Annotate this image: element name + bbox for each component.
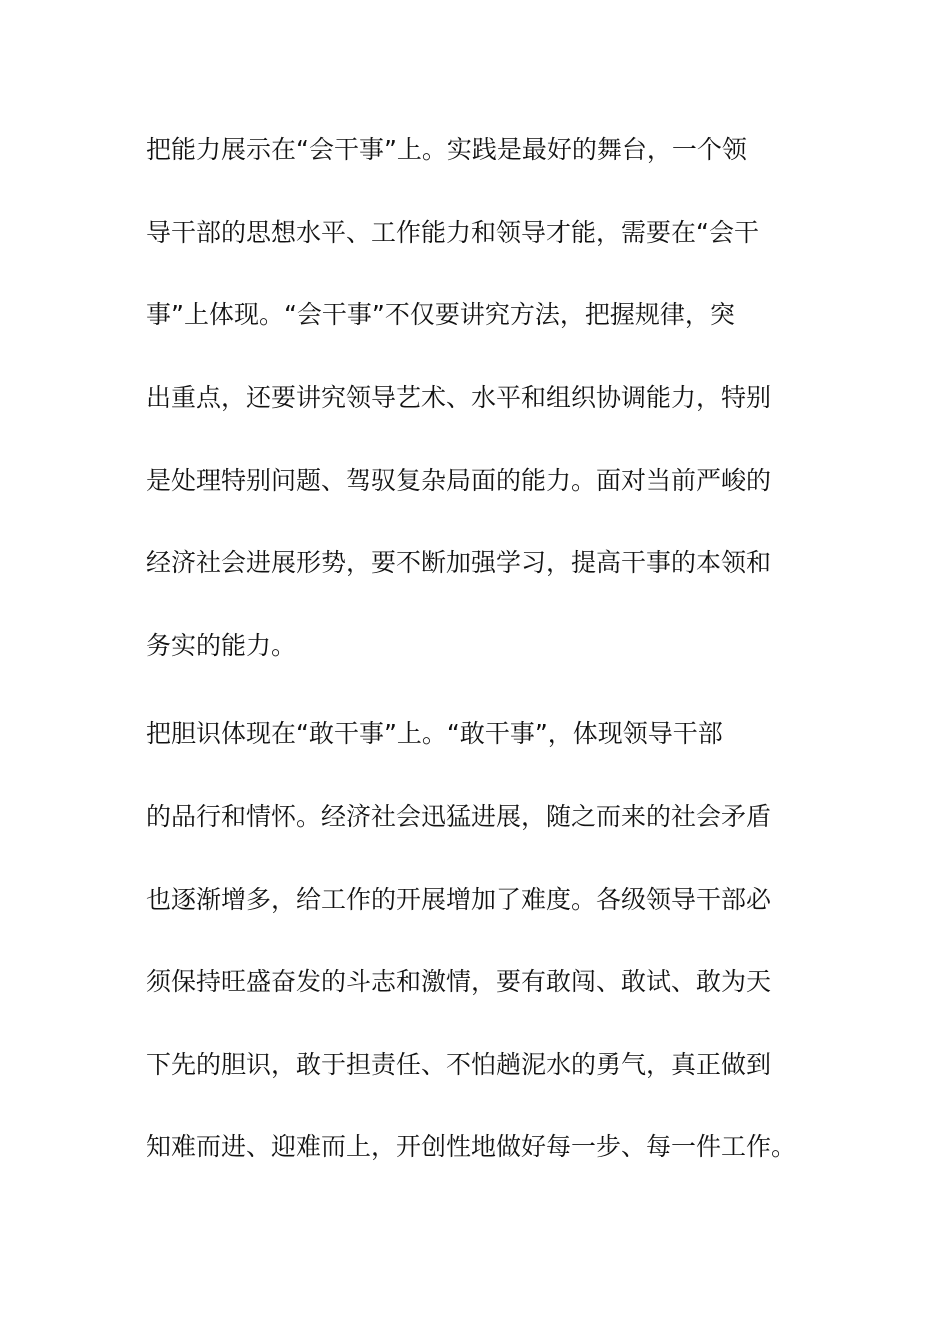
text-line: 经济社会进展形势，要不断加强学习，提高干事的本领和	[146, 548, 772, 577]
text-line: 是处理特别问题、驾驭复杂局面的能力。面对当前严峻的	[146, 466, 772, 495]
text-line: 也逐渐增多，给工作的开展增加了难度。各级领导干部必	[146, 885, 772, 914]
text-line: 出重点，还要讲究领导艺术、水平和组织协调能力，特别	[146, 383, 772, 412]
text-line: 知难而进、迎难而上，开创性地做好每一步、每一件工作。	[146, 1132, 797, 1161]
text-line: 务实的能力。	[146, 631, 297, 660]
text-line: 把胆识体现在“敢干事”上。“敢干事”，体现领导干部	[146, 719, 723, 748]
text-line: 的品行和情怀。经济社会迅猛进展，随之而来的社会矛盾	[146, 802, 772, 831]
text-line: 下先的胆识，敢于担责任、不怕趟泥水的勇气，真正做到	[146, 1050, 772, 1079]
text-line: 把能力展示在“会干事”上。实践是最好的舞台，一个领	[146, 135, 747, 164]
text-line: 导干部的思想水平、工作能力和领导才能，需要在“会干	[146, 218, 759, 247]
text-line: 须保持旺盛奋发的斗志和激情，要有敢闯、敢试、敢为天	[146, 967, 772, 996]
text-line: 事”上体现。“会干事”不仅要讲究方法，把握规律，突	[146, 300, 735, 329]
